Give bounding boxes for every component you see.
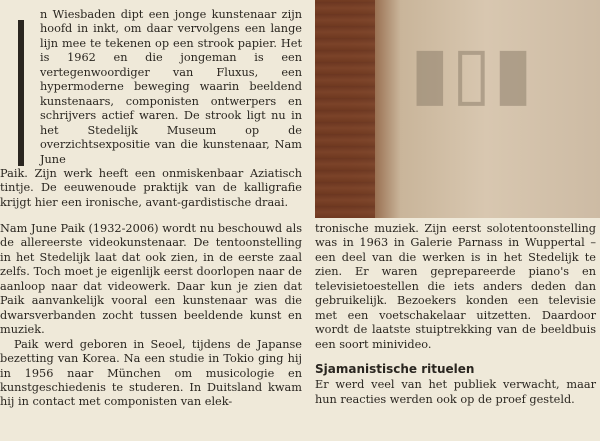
body-paragraph: Paik werd geboren in Seoel, tijdens de Japanse bezetting van Korea. Na een studie in Tokio ging hij in 1956 naar München om musicologie en kunstgeschiedenis te studeren. In Duitsland kwam hij in contact met componisten van elek- [0,337,302,409]
article-lead [0,8,302,210]
section-subheading: Sjamanistische rituelen [315,362,475,377]
body-paragraph: Nam June Paik (1932-2006) wordt nu beschouwd als de allereerste videokunstenaar. De tentoonstelling in het Stedelijk laat dat ook zien, in de eerste zaal zelfs. Toch moet je eigenlijk eerst doorlopen naar de aanloop naar dat videowerk. Daar kun je zien dat Paik aanvankelijk vooral een kunstenaar was die dwarsverbanden zocht tussen beeldende kunst en muziek. [0,222,302,337]
lead-paragraph-continued: Paik. Zijn werk heeft een onmiskenbaar Aziatisch tintje. De eeuwenoude praktijk van de kalligrafie krijgt hier een ironische, avant-gardistische draai. [0,166,302,209]
article-body-left-column [0,222,302,410]
initial-letter-bar [18,20,24,166]
lead-paragraph: n Wiesbaden dipt een jonge kunstenaar zijn hoofd in inkt, om daar vervolgens een lange lijn mee te tekenen op een strook papier. Het is 1962 en die jongeman is een vertegenwoordiger van Fluxus, een hypermoderne beweging waarin beeldend kunstenaars, componisten ontwerpers en schrijvers actief waren. De strook ligt nu in het Stedelijk Museum op de overzichtsexpositie van die kunstenaar, Nam June [40,8,302,166]
photo-brick-band [315,0,375,218]
photo-background-shapes: ▮▯▮ [410,30,535,114]
article-body-right-column [315,222,596,407]
article-photo [315,0,600,218]
body-paragraph: tronische muziek. Zijn eerst solotentoonstelling was in 1963 in Galerie Parnass in Wuppertal – een deel van die werken is in het Stedelijk te zien. Er waren geprepareerde piano's en televisietoestellen die iets anders deden dan gebruikelijk. Bezoekers konden een televisie met een voetschakelaar uitzetten. Daardoor wordt de laatste stuiptrekking van de beeldbuis een soort minivideo. [315,222,596,351]
body-paragraph: Er werd veel van het publiek verwacht, maar hun reacties werden ook op de proef gesteld. [315,378,596,406]
